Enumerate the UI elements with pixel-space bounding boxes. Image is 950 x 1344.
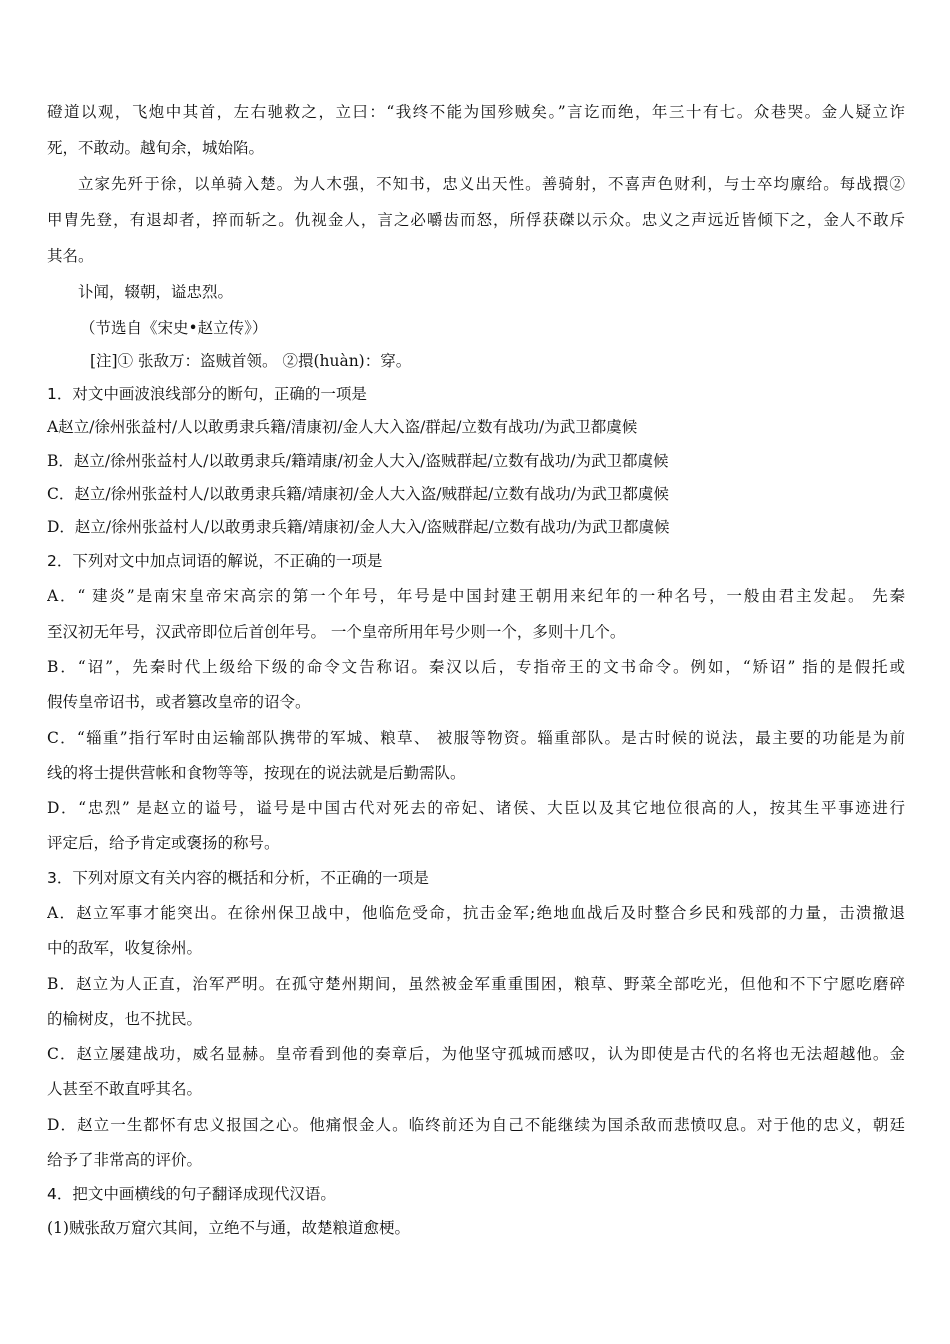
question-option: A．“ 建炎”是南宋皇帝宋高宗的第一个年号，年号是中国封建王朝用来纪年的一种名号，一般由君主发起。 先秦: [47, 587, 905, 605]
passage-line: 磴道以观，飞炮中其首，左右驰救之，立曰：“我终不能为国殄贼矣。”言讫而绝，年三十有七。众巷哭。金人疑立诈: [47, 103, 905, 121]
question-option: D．赵立一生都怀有忠义报国之心。他痛恨金人。临终前还为自己不能继续为国杀敌而悲愤叹息。对于他的忠义，朝廷: [47, 1116, 905, 1134]
question-option-cont: 线的将士提供营帐和食物等等，按现在的说法就是后勤需队。: [47, 764, 466, 782]
question-option-cont: 中的敌军，收复徐州。: [47, 939, 203, 957]
question-option-cont: 假传皇帝诏书，或者篡改皇帝的诏令。: [47, 693, 311, 711]
question-option-cont: 人甚至不敢直呼其名。: [47, 1080, 203, 1098]
question-option-cont: 给予了非常高的评价。: [47, 1151, 203, 1169]
question-option: C．赵立/徐州张益村人/以敢勇隶兵籍/靖康初/金人大入盗/贼群起/立数有战功/为武卫都虞候: [47, 485, 669, 503]
question-stem: 1．对文中画波浪线部分的断句，正确的一项是: [47, 385, 367, 403]
question-stem: 3．下列对原文有关内容的概括和分析，不正确的一项是: [47, 869, 429, 887]
question-stem: 2．下列对文中加点词语的解说，不正确的一项是: [47, 552, 383, 570]
question-option-cont: 评定后，给予肯定或褒扬的称号。: [47, 834, 280, 852]
question-option: B．赵立/徐州张益村人/以敢勇隶兵/籍靖康/初金人大入/盗贼群起/立数有战功/为武卫都虞候: [47, 452, 669, 470]
passage-line: 立家先歼于徐，以单骑入楚。为人木强，不知书，忠义出天性。善骑射，不喜声色财利，与士卒均廪给。每战擐②: [78, 175, 905, 193]
question-stem: 4．把文中画横线的句子翻译成现代汉语。: [47, 1185, 336, 1203]
passage-line: 讣闻，辍朝，谥忠烈。: [78, 283, 234, 301]
passage-line: 甲胄先登，有退却者，捽而斩之。仇视金人，言之必嚼齿而怒，所俘获磔以示众。忠义之声远近皆倾下之，金人不敢斥: [47, 211, 905, 229]
question-option: C．赵立屡建战功，威名显赫。皇帝看到他的奏章后，为他坚守孤城而感叹，认为即使是古代的名将也无法超越他。金: [47, 1045, 905, 1063]
question-option: D．赵立/徐州张益村人/以敢勇隶兵籍/靖康初/金人大入/盗贼群起/立数有战功/为武卫都虞候: [47, 518, 670, 536]
question-option: B．“诏”，先秦时代上级给下级的命令文告称诏。秦汉以后，专指帝王的文书命令。例如，“矫诏” 指的是假托或: [47, 658, 905, 676]
question-option: A赵立/徐州张益村/人以敢勇隶兵籍/清康初/金人大入盗/群起/立数有战功/为武卫都虞候: [47, 418, 638, 436]
question-option-cont: 至汉初无年号，汉武帝即位后首创年号。 一个皇帝所用年号少则一个，多则十几个。: [47, 623, 626, 641]
question-subitem: (1)贼张敌万窟穴其间，立绝不与通，故楚粮道愈梗。: [47, 1219, 410, 1237]
question-option: D．“忠烈” 是赵立的谥号，谥号是中国古代对死去的帝妃、诸侯、大臣以及其它地位很高的人，按其生平事迹进行: [47, 799, 905, 817]
question-option: A．赵立军事才能突出。在徐州保卫战中，他临危受命，抗击金军;绝地血战后及时整合乡民和残部的力量，击溃撤退: [47, 904, 905, 922]
question-option-cont: 的榆树皮，也不扰民。: [47, 1010, 203, 1028]
question-option: C．“辎重”指行军时由运输部队携带的军城、粮草、 被服等物资。辎重部队。是古时候的说法，最主要的功能是为前: [47, 729, 905, 747]
source-citation: （节选自《宋史•赵立传》）: [80, 319, 268, 337]
question-option: B．赵立为人正直，治军严明。在孤守楚州期间，虽然被金军重重围困，粮草、野菜全部吃光，但他和不下宁愿吃磨碎: [47, 975, 905, 993]
annotation-note: [注]① 张敌万：盗贼首领。 ②擐(huàn)：穿。: [90, 352, 412, 370]
passage-line: 其名。: [47, 247, 94, 265]
passage-line: 死，不敢动。越旬余，城始陷。: [47, 139, 265, 157]
